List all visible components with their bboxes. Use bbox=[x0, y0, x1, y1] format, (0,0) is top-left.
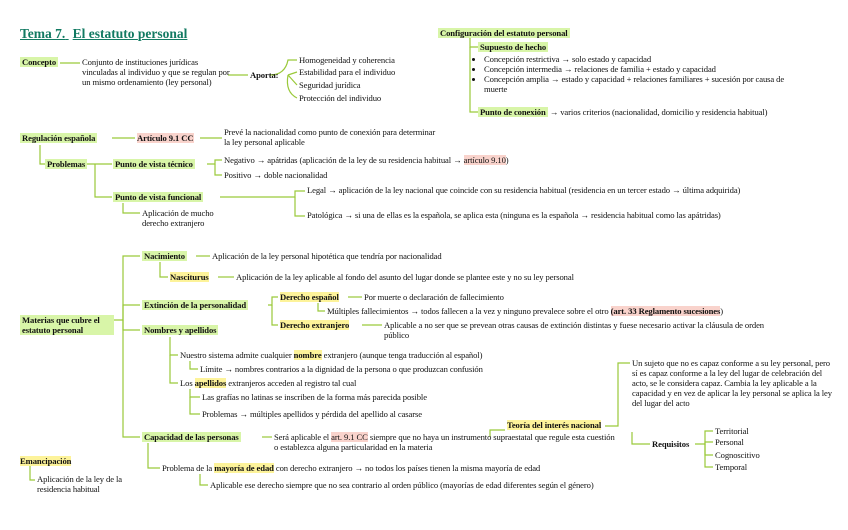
capacidad-post: siempre que no haya un instrumento supraestatal que regule esta cuestión o establezca alguna particularidad en la materia bbox=[274, 432, 615, 452]
supuesto-label: Supuesto de hecho bbox=[480, 42, 547, 52]
configuracion-label: Configuración del estatuto personal bbox=[440, 28, 568, 38]
title-part3: personal bbox=[137, 26, 188, 41]
nombres-word: nombre bbox=[293, 350, 322, 360]
requisito-personal: Personal bbox=[715, 437, 744, 447]
derecho-espanol-label: Derecho español bbox=[280, 292, 339, 302]
apellidos-word: apellidos bbox=[194, 378, 227, 388]
articulo-text: Prevé la nacionalidad como punto de conexión para determinar la ley personal aplicable bbox=[224, 127, 436, 147]
concepcion-amplia: • Concepción amplia → estado y capacidad + relaciones familiares + sucesión por causa de muerte bbox=[484, 74, 800, 94]
title-part2: El estatuto bbox=[72, 26, 135, 41]
tecnico-label: Punto de vista técnico bbox=[115, 159, 193, 169]
limite-text: Límite → nombres contrarios a la dignidad de la persona o que produzcan confusión bbox=[200, 364, 483, 374]
mayoria-word: mayoría de edad bbox=[214, 463, 274, 473]
legal-text: Legal → aplicación de la ley nacional que coincide con su residencia habitual (residencia en un tercer estado → última adquirida) bbox=[307, 185, 741, 195]
concepcion-restrictiva: • Concepción restrictiva → solo estado y capacidad bbox=[484, 54, 800, 64]
capacidad-text bbox=[274, 432, 619, 452]
problemas-apellidos-text: Problemas → múltiples apellidos y pérdida del apellido al casarse bbox=[202, 409, 422, 419]
articulo-label: Artículo 9.1 CC bbox=[137, 133, 194, 143]
funcional-label: Punto de vista funcional bbox=[115, 192, 202, 202]
multiples-line bbox=[327, 306, 723, 316]
apellidos-post: extranjeros acceden al registro tal cual bbox=[228, 378, 357, 388]
multiples-ref: (art. 33 Reglamento sucesiones bbox=[610, 306, 721, 316]
negativo-text: Negativo → apátridas (aplicación de la ley de su residencia habitual → bbox=[224, 155, 462, 165]
page-title bbox=[20, 26, 187, 42]
title-part1: Tema 7. bbox=[20, 26, 66, 41]
apellidos-line bbox=[180, 378, 356, 388]
capacidad-ref: art. 9.1 CC bbox=[331, 432, 368, 442]
teoria-text: Un sujeto que no es capaz conforme a su ley personal, pero sí es capaz conforme a la ley del lugar de celebración del acto, se le considera capaz. Cambia la ley aplicable a la capacidad y en vez de aplicar la ley personal se aplica la ley del lugar del acto bbox=[632, 358, 832, 408]
aporta-item-2: Estabilidad para el individuo bbox=[299, 67, 396, 77]
concepto-label: Concepto bbox=[22, 57, 57, 67]
derecho-extranjero-text: Aplicable a no ser que se prevean otras causas de extinción distintas y fuese necesario activar la cláusula de orden público bbox=[384, 320, 764, 340]
punto-conexion-text: → varios criterios (nacionalidad, domicilio y residencia habitual) bbox=[549, 107, 768, 117]
grafias-text: Las grafías no latinas se inscriben de la forma más parecida posible bbox=[202, 392, 427, 402]
concepto-text: Conjunto de instituciones jurídicas vinculadas al individuo y que se regulan por un mismo ordenamiento (ley personal) bbox=[82, 57, 230, 87]
emancipacion-label: Emancipación bbox=[20, 456, 72, 466]
materias-label: Materias que cubre el estatuto personal bbox=[20, 315, 114, 335]
requisito-temporal: Temporal bbox=[715, 462, 748, 472]
los-apellidos-pre: Los bbox=[180, 378, 193, 388]
requisito-cognoscitivo: Cognoscitivo bbox=[715, 450, 760, 460]
patologica-text: Patológica → si una de ellas es la española, se aplica esta (ninguna es la española → residencia habitual como las apátridas) bbox=[307, 210, 721, 220]
regulacion-label: Regulación española bbox=[22, 133, 96, 143]
concepciones-list bbox=[470, 54, 800, 94]
nasciturus-label: Nasciturus bbox=[170, 272, 209, 282]
multiples-end: ) bbox=[720, 306, 724, 316]
derecho-espanol-text: Por muerte o declaración de fallecimiento bbox=[364, 292, 504, 302]
aporta-item-1: Homogeneidad y coherencia bbox=[299, 55, 395, 65]
derecho-extranjero-label: Derecho extranjero bbox=[280, 320, 350, 330]
problema-post: con derecho extranjero → no todos los países tienen la misma mayoría de edad bbox=[275, 463, 541, 473]
capacidad-pre: Será aplicable el bbox=[274, 432, 330, 442]
aporta-item-3: Seguridad jurídica bbox=[299, 80, 361, 90]
negativo-ref: artículo 9.10 bbox=[463, 155, 506, 165]
punto-conexion bbox=[478, 107, 798, 117]
aporta-item-4: Protección del individuo bbox=[299, 93, 382, 103]
problema-mayoria-line bbox=[162, 463, 540, 473]
nacimiento-label: Nacimiento bbox=[144, 251, 186, 261]
positivo-text: Positivo → doble nacionalidad bbox=[224, 170, 328, 180]
negativo-line bbox=[224, 155, 509, 165]
aporta-label: Aporta: bbox=[250, 70, 279, 80]
concepcion-intermedia: • Concepción intermedia → relaciones de familia + estado y capacidad bbox=[484, 64, 800, 74]
nombres-text-post: extranjero (aunque tenga traducción al español) bbox=[323, 350, 483, 360]
multiples-text: Múltiples fallecimientos → todos fallecen a la vez y ninguno prevalece sobre el otro bbox=[327, 306, 609, 316]
nombres-text-pre: Nuestro sistema admite cualquier bbox=[180, 350, 292, 360]
requisito-territorial: Territorial bbox=[715, 426, 749, 436]
capacidad-label: Capacidad de las personas bbox=[144, 432, 239, 442]
aplicable-text: Aplicable ese derecho siempre que no sea contrario al orden público (mayorías de edad diferentes según el género) bbox=[210, 480, 594, 490]
problemas-label: Problemas bbox=[47, 159, 86, 169]
nombres-line bbox=[180, 350, 482, 360]
nasciturus-text: Aplicación de la ley aplicable al fondo del asunto del lugar donde se plantee este y no su ley personal bbox=[236, 272, 574, 282]
nombres-label: Nombres y apellidos bbox=[144, 325, 217, 335]
teoria-label: Teoría del interés nacional bbox=[507, 420, 602, 430]
funcional-text: Aplicación de mucho derecho extranjero bbox=[142, 208, 214, 228]
negativo-end: ) bbox=[505, 155, 509, 165]
problema-pre: Problema de la bbox=[162, 463, 213, 473]
emancipacion-text: Aplicación de la ley de la residencia habitual bbox=[37, 474, 122, 494]
requisitos-label: Requisitos bbox=[652, 439, 690, 449]
punto-conexion-label: Punto de conexión bbox=[480, 107, 546, 117]
extincion-label: Extinción de la personalidad bbox=[144, 300, 247, 310]
nacimiento-text: Aplicación de la ley personal hipotética que tendría por nacionalidad bbox=[212, 251, 442, 261]
